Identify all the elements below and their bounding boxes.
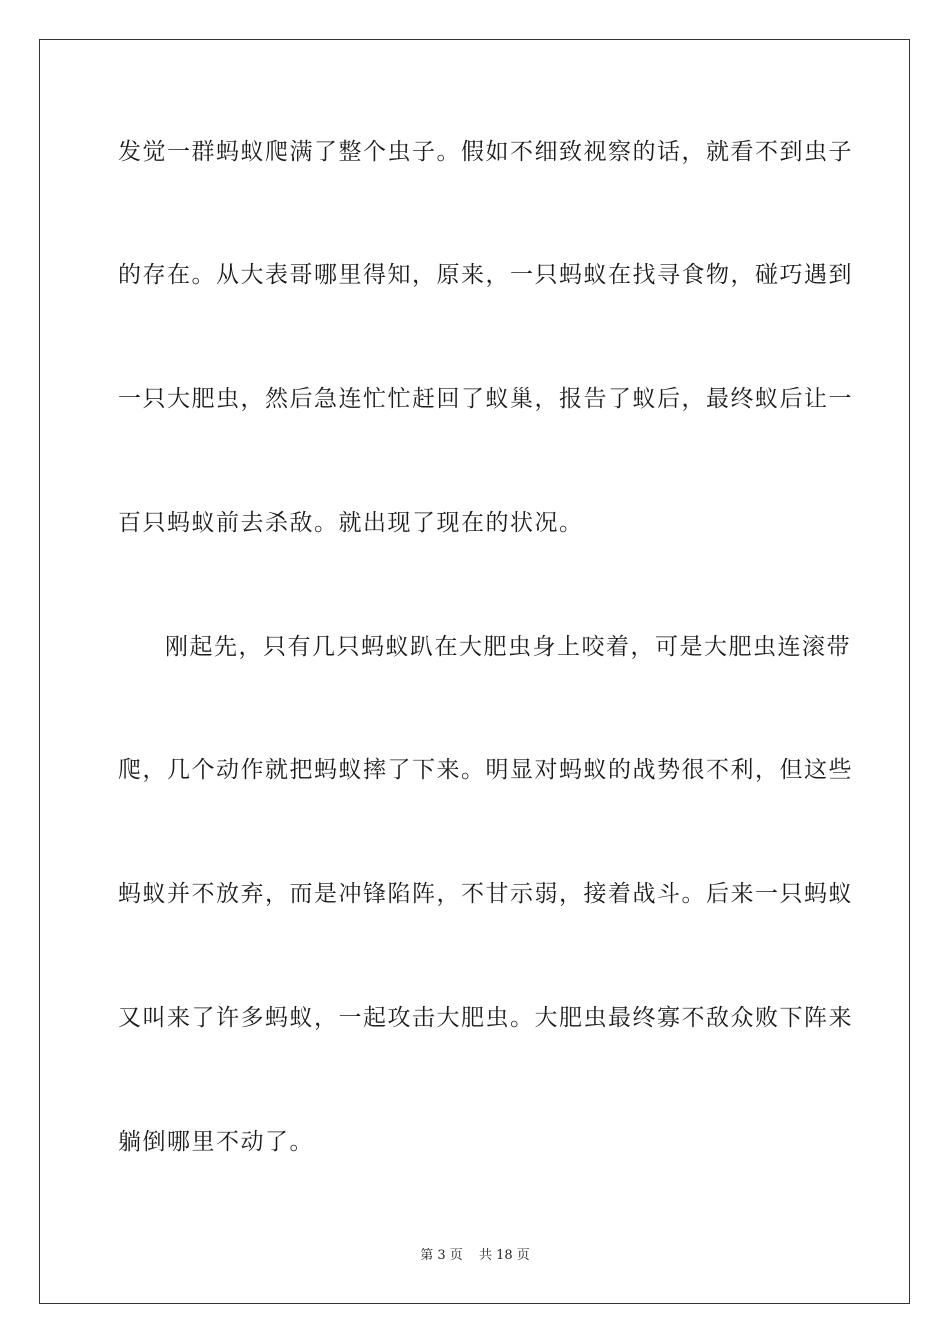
- page-number: 第 3 页: [420, 1248, 463, 1263]
- text-line-5: 刚起先，只有几只蚂蚁趴在大肥虫身上咬着，可是大肥虫连滚带: [165, 634, 851, 660]
- text-line-3: 一只大肥虫，然后急连忙忙赶回了蚁巢，报告了蚁后，最终蚁后让一: [118, 386, 853, 412]
- text-line-8: 又叫来了许多蚂蚁，一起攻击大肥虫。大肥虫最终寡不敌众败下阵来: [118, 1005, 853, 1031]
- text-line-7: 蚂蚁并不放弃，而是冲锋陷阵，不甘示弱，接着战斗。后来一只蚂蚁: [118, 881, 853, 907]
- text-line-9: 躺倒哪里不动了。: [118, 1129, 314, 1155]
- text-line-1: 发觉一群蚂蚁爬满了整个虫子。假如不细致视察的话，就看不到虫子: [118, 139, 853, 165]
- page-total: 共 18 页: [478, 1248, 530, 1263]
- page-frame: [39, 39, 910, 1304]
- text-line-4: 百只蚂蚁前去杀敌。就出现了现在的状况。: [118, 510, 584, 536]
- page-footer: [0, 1247, 950, 1265]
- text-line-6: 爬，几个动作就把蚂蚁摔了下来。明显对蚂蚁的战势很不利，但这些: [118, 757, 853, 783]
- text-line-2: 的存在。从大表哥哪里得知，原来，一只蚂蚁在找寻食物，碰巧遇到: [118, 262, 853, 288]
